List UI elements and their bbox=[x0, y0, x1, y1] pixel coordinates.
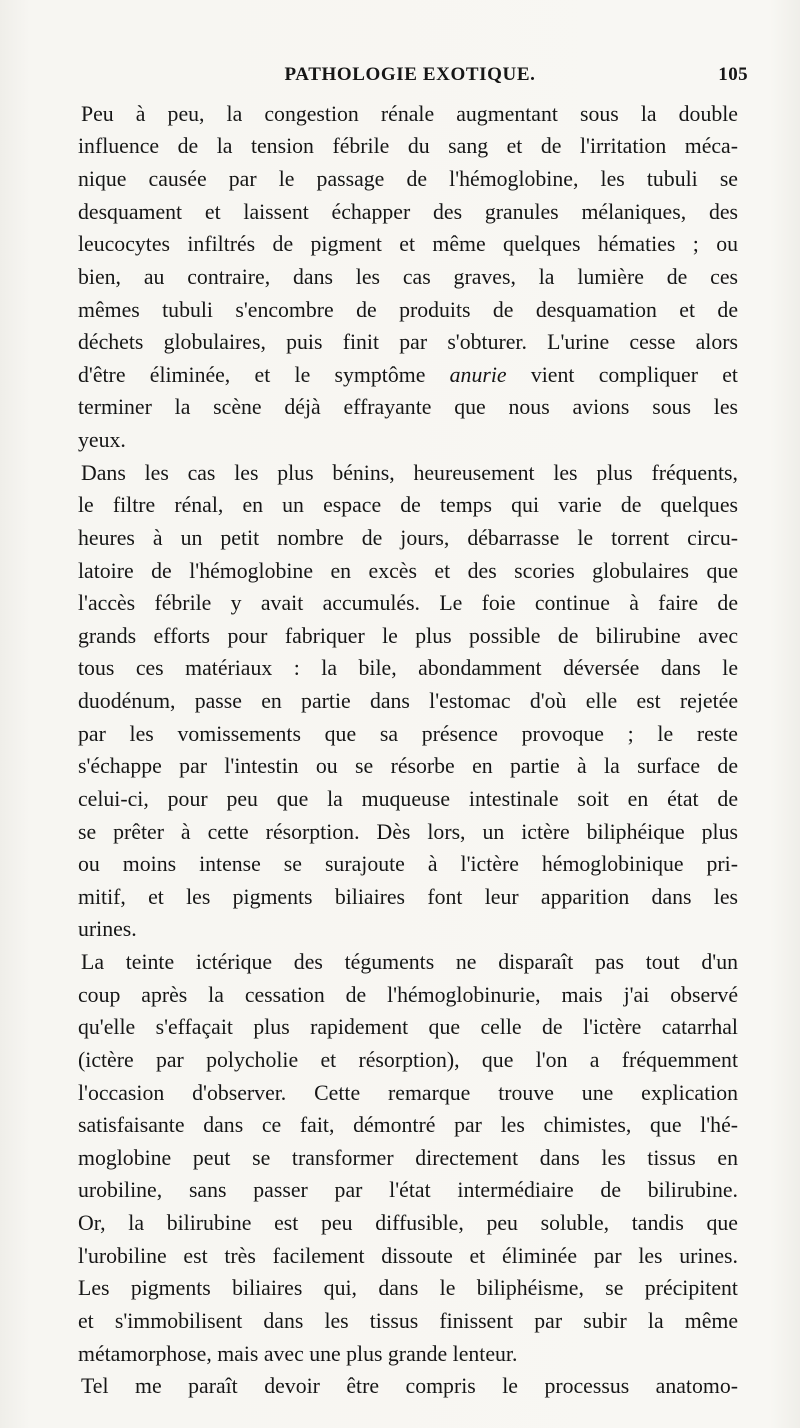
text-line: et s'immobilisent dans les tissus finissent par subir la même bbox=[78, 1309, 738, 1333]
text-line: heures à un petit nombre de jours, débarrasse le torrent circu- bbox=[78, 526, 738, 550]
emphasized-term: anurie bbox=[449, 363, 507, 387]
text-line: (ictère par polycholie et résorption), que l'on a fréquemment bbox=[78, 1048, 738, 1072]
text-line-with-emphasis bbox=[78, 359, 738, 392]
text-line: le filtre rénal, en un espace de temps qui varie de quelques bbox=[78, 493, 738, 517]
text-line: qu'elle s'effaçait plus rapidement que celle de l'ictère catarrhal bbox=[78, 1015, 738, 1039]
running-head: PATHOLOGIE EXOTIQUE. bbox=[284, 64, 536, 85]
text-line: moglobine peut se transformer directement dans les tissus en bbox=[78, 1146, 738, 1170]
text-line: déchets globulaires, puis finit par s'obturer. L'urine cesse alors bbox=[78, 330, 738, 354]
text-line: l'occasion d'observer. Cette remarque trouve une explication bbox=[78, 1081, 738, 1105]
text-line: se prêter à cette résorption. Dès lors, un ictère biliphéique plus bbox=[78, 820, 738, 844]
text-line: Les pigments biliaires qui, dans le biliphéisme, se précipitent bbox=[78, 1276, 738, 1300]
text-line: urobiline, sans passer par l'état intermédiaire de bilirubine. bbox=[78, 1178, 738, 1202]
line-part: vient compliquer et bbox=[506, 363, 738, 387]
text-line: métamorphose, mais avec une plus grande lenteur. bbox=[78, 1342, 518, 1366]
line-part: d'être éliminée, et le symptôme bbox=[78, 363, 450, 387]
text-line: La teinte ictérique des téguments ne disparaît pas tout d'un bbox=[81, 950, 738, 974]
text-line: ou moins intense se surajoute à l'ictère hémoglobinique pri- bbox=[78, 852, 738, 876]
text-line: Or, la bilirubine est peu diffusible, peu soluble, tandis que bbox=[78, 1211, 738, 1235]
text-line: s'échappe par l'intestin ou se résorbe en partie à la surface de bbox=[78, 754, 738, 778]
text-line: l'urobiline est très facilement dissoute et éliminée par les urines. bbox=[78, 1244, 738, 1268]
text-line: grands efforts pour fabriquer le plus possible de bilirubine avec bbox=[78, 624, 738, 648]
text-line: desquament et laissent échapper des granules mélaniques, des bbox=[78, 200, 738, 224]
text-line: bien, au contraire, dans les cas graves, la lumière de ces bbox=[78, 265, 738, 289]
text-line: leucocytes infiltrés de pigment et même quelques hématies ; ou bbox=[78, 232, 738, 256]
body-text bbox=[78, 98, 738, 1398]
text-line: coup après la cessation de l'hémoglobinurie, mais j'ai observé bbox=[78, 983, 738, 1007]
text-line: par les vomissements que sa présence provoque ; le reste bbox=[78, 722, 738, 746]
text-line: duodénum, passe en partie dans l'estomac d'où elle est rejetée bbox=[78, 689, 738, 713]
text-line: terminer la scène déjà effrayante que nous avions sous les bbox=[78, 395, 738, 419]
text-line: mitif, et les pigments biliaires font leur apparition dans les bbox=[78, 885, 738, 909]
page-header bbox=[78, 64, 748, 88]
text-line: urines. bbox=[78, 917, 137, 941]
text-line: tous ces matériaux : la bile, abondamment déversée dans le bbox=[78, 656, 738, 680]
text-line: yeux. bbox=[78, 428, 126, 452]
text-line: celui-ci, pour peu que la muqueuse intestinale soit en état de bbox=[78, 787, 738, 811]
page-number: 105 bbox=[718, 64, 748, 85]
text-line: Peu à peu, la congestion rénale augmentant sous la double bbox=[81, 102, 738, 126]
text-line: Tel me paraît devoir être compris le processus anatomo- bbox=[81, 1374, 738, 1398]
text-line: latoire de l'hémoglobine en excès et des scories globulaires que bbox=[78, 559, 738, 583]
text-line: mêmes tubuli s'encombre de produits de desquamation et de bbox=[78, 298, 738, 322]
text-line: satisfaisante dans ce fait, démontré par les chimistes, que l'hé- bbox=[78, 1113, 738, 1137]
text-line: l'accès fébrile y avait accumulés. Le foie continue à faire de bbox=[78, 591, 738, 615]
text-line: Dans les cas les plus bénins, heureusement les plus fréquents, bbox=[81, 461, 738, 485]
text-line: influence de la tension fébrile du sang et de l'irritation méca- bbox=[78, 134, 738, 158]
text-line: nique causée par le passage de l'hémoglobine, les tubuli se bbox=[78, 167, 738, 191]
